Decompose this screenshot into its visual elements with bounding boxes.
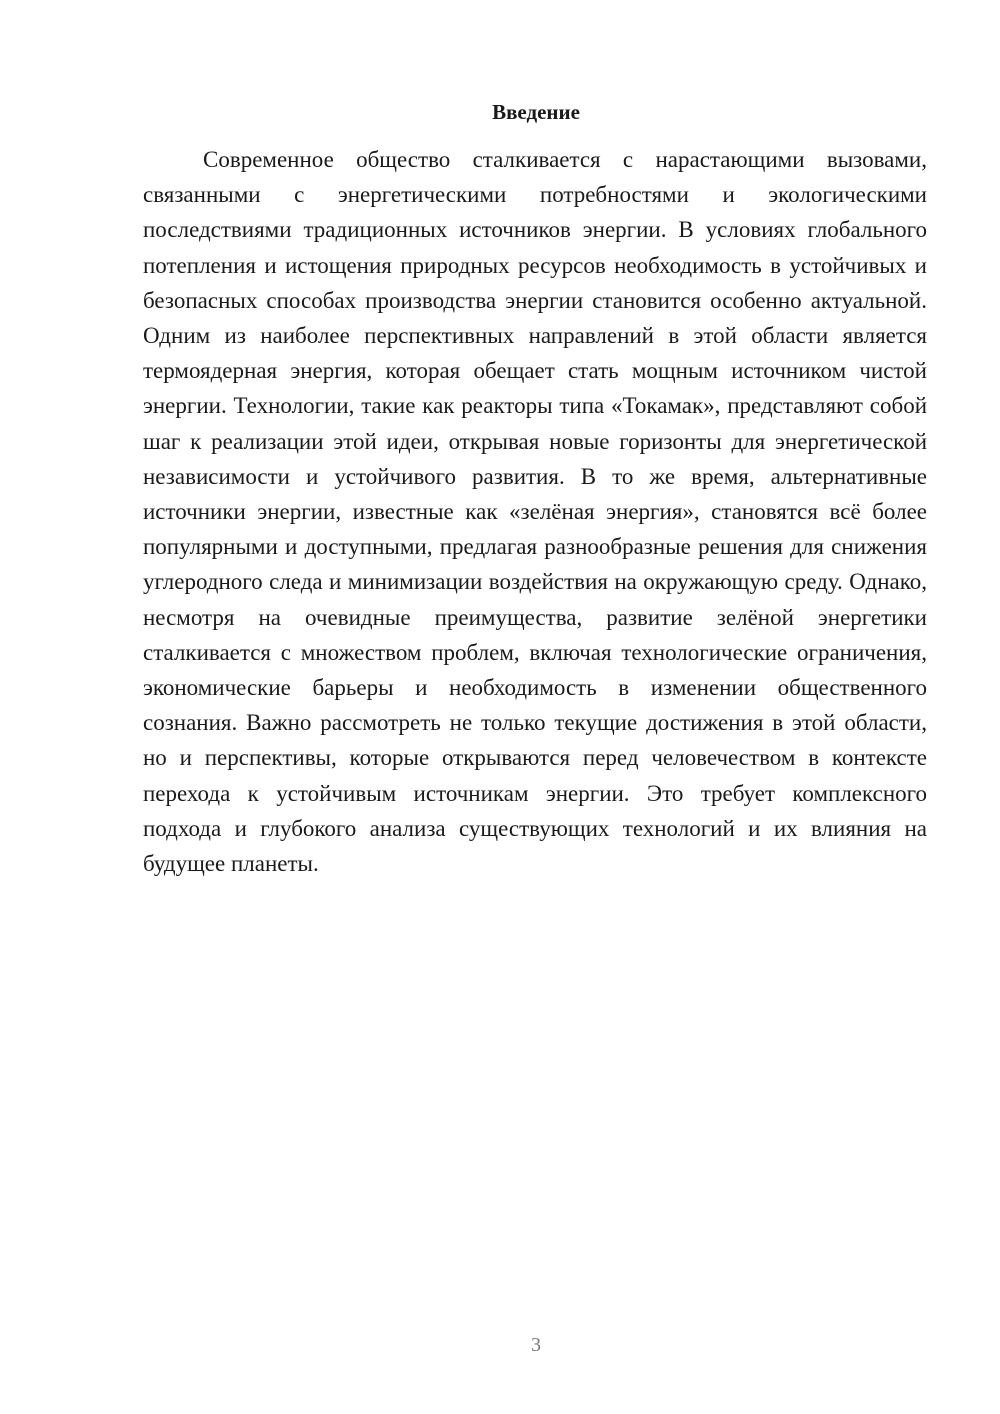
section-heading: Введение xyxy=(492,100,580,124)
page-number: 3 xyxy=(531,1334,541,1356)
intro-paragraph: Современное общество сталкивается с нарастающими вызовами, связанными с энергетическими потребностями и экологическими последствиями традиционных источников энергии. В условиях глобального потепления и истощения природных ресурсов необходимость в устойчивых и безопасных способах производства энергии становится особенно актуальной. Одним из наиболее перспективных направлений в этой области является термоядерная энергия, которая обещает стать мощным источником чистой энергии. Технологии, такие как реакторы типа «Токамак», представляют собой шаг к реализации этой идеи, открывая новые горизонты для энергетической независимости и устойчивого развития. В то же время, альтернативные источники энергии, известные как «зелёная энергия», становятся всё более популярными и доступными, предлагая разнообразные решения для снижения углеродного следа и минимизации воздействия на окружающую среду. Однако, несмотря на очевидные преимущества, развитие зелёной энергетики сталкивается с множеством проблем, включая технологические ограничения, экономические барьеры и необходимость в изменении общественного сознания. Важно рассмотреть не только текущие достижения в этой области, но и перспективы, которые открываются перед человечеством в контексте перехода к устойчивым источникам энергии. Это требует комплексного подхода и глубокого анализа существующих технологий и их влияния на будущее планеты. xyxy=(143,147,927,877)
